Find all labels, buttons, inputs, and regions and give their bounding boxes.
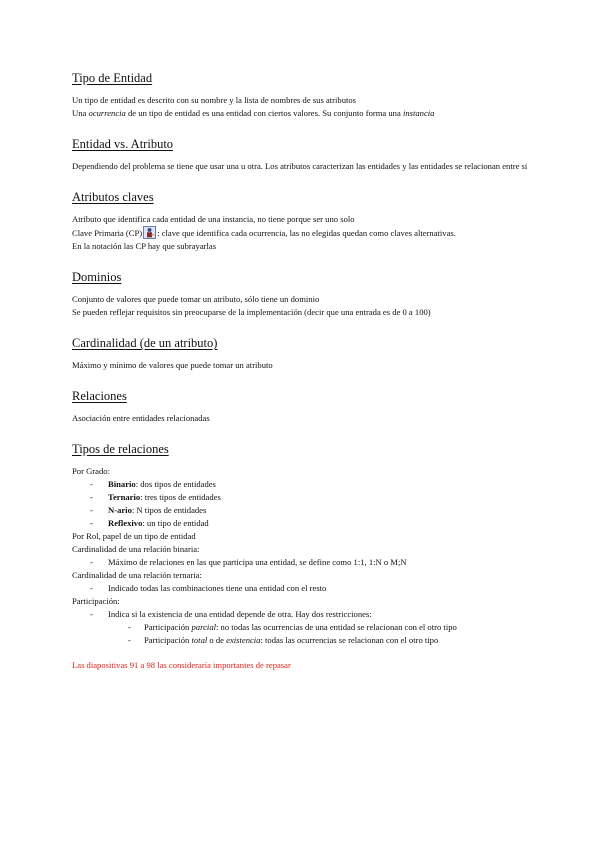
emphasis: instancia (402, 108, 435, 118)
paragraph: Se pueden reflejar requisitos sin preocuparse de la implementación (decir que una entrada es de 0 a 100) (72, 307, 431, 317)
section-entidad-atributo (72, 136, 542, 173)
heading-entidad-atributo: Entidad vs. Atributo (72, 137, 174, 151)
list-participacion (72, 608, 542, 621)
section-tipo-entidad (72, 70, 542, 120)
list-item (72, 478, 542, 491)
section-atributos-claves (72, 189, 542, 253)
list-card-binaria (72, 556, 542, 569)
term: Ternario (108, 492, 141, 502)
paragraph: Participación: (72, 596, 120, 606)
paragraph: Cardinalidad de una relación binaria: (72, 544, 200, 554)
document-body (72, 70, 542, 672)
paragraph (72, 226, 542, 240)
term: Reflexivo (108, 518, 143, 528)
text: o de (207, 635, 227, 645)
text: : un tipo de entidad (142, 518, 209, 528)
important-note: Las diapositivas 91 a 98 las consideraría importantes de repasar (72, 660, 291, 670)
list-item (72, 504, 542, 517)
text: Participación (144, 635, 192, 645)
heading-dominios: Dominios (72, 270, 122, 284)
emphasis: parcial (191, 622, 217, 632)
text: Clave Primaria (CP) (72, 228, 143, 238)
text: de un tipo de entidad es una entidad con ciertos valores. Su conjunto forma una (125, 108, 403, 118)
term: N-ario (108, 505, 132, 515)
section-dominios (72, 269, 542, 319)
text: : N tipos de entidades (131, 505, 207, 515)
emphasis: existencia (226, 635, 261, 645)
paragraph: Cardinalidad de una relación ternaria: (72, 570, 202, 580)
text: : tres tipos de entidades (140, 492, 221, 502)
text: Una (72, 108, 89, 118)
key-person-icon (143, 226, 156, 239)
list-item: - Máximo de relaciones en las que participa una entidad, se define como 1:1, 1:N o M;N (72, 556, 542, 569)
paragraph: Por Grado: (72, 466, 110, 476)
list-participacion-tipos (72, 621, 542, 647)
list-item: - Indicado todas las combinaciones tiene una entidad con el resto (72, 582, 542, 595)
list-item (72, 621, 542, 634)
list-item (72, 634, 542, 647)
section-cardinalidad (72, 335, 542, 372)
heading-tipo-entidad: Tipo de Entidad (72, 71, 153, 85)
paragraph: Conjunto de valores que puede tomar un atributo, sólo tiene un dominio (72, 294, 320, 304)
text: : clave que identifica cada ocurrencia, las no elegidas quedan como claves alternativas. (157, 228, 456, 238)
paragraph: Asociación entre entidades relacionadas (72, 413, 210, 423)
heading-relaciones: Relaciones (72, 389, 127, 403)
section-relaciones (72, 388, 542, 425)
heading-tipos-relaciones: Tipos de relaciones (72, 442, 169, 456)
heading-atributos-claves: Atributos claves (72, 190, 154, 204)
text: : dos tipos de entidades (135, 479, 216, 489)
heading-cardinalidad: Cardinalidad (de un atributo) (72, 336, 218, 350)
paragraph: Dependiendo del problema se tiene que usar una u otra. Los atributos caracterizan las entidades y las entidades se relacionan entre si (72, 161, 528, 171)
list-card-ternaria (72, 582, 542, 595)
list-item (72, 517, 542, 530)
emphasis: total (191, 635, 208, 645)
paragraph: Por Rol, papel de un tipo de entidad (72, 531, 196, 541)
emphasis: ocurrencia (88, 108, 126, 118)
paragraph (72, 107, 542, 120)
paragraph: Atributo que identifica cada entidad de una instancia, no tiene porque ser uno solo (72, 214, 355, 224)
section-tipos-relaciones (72, 441, 542, 647)
list-grado (72, 478, 542, 530)
paragraph: Un tipo de entidad es descrito con su nombre y la lista de nombres de sus atributos (72, 95, 357, 105)
list-item: - Indica si la existencia de una entidad depende de otra. Hay dos restricciones: (72, 608, 542, 621)
text: Participación (144, 622, 192, 632)
paragraph: Máximo y mínimo de valores que puede tomar un atributo (72, 360, 273, 370)
text: : todas las ocurrencias se relacionan con el otro tipo (260, 635, 439, 645)
list-item (72, 491, 542, 504)
text: : no todas las ocurrencias de una entidad se relacionan con el otro tipo (216, 622, 457, 632)
term: Binario (108, 479, 136, 489)
paragraph: En la notación las CP hay que subrayarlas (72, 241, 217, 251)
